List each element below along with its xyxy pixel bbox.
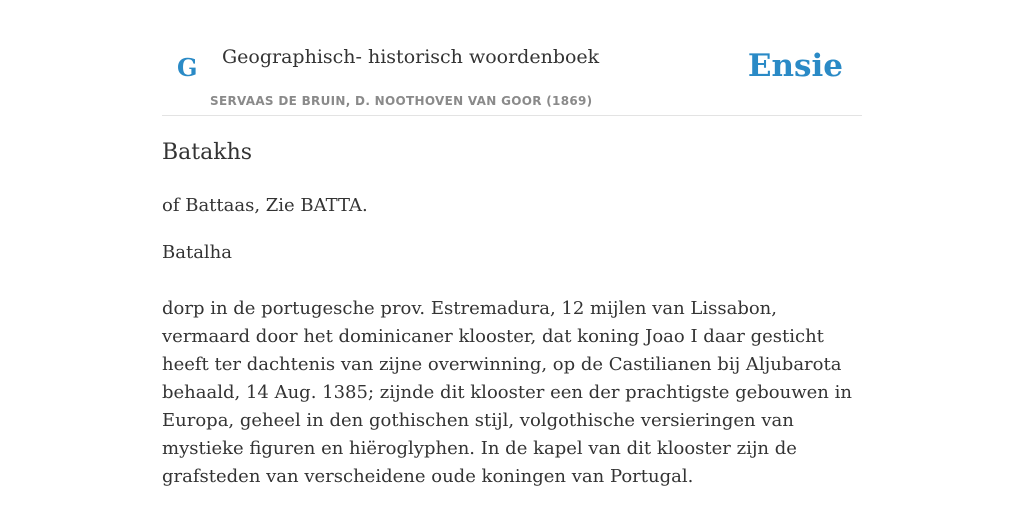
book-title-link[interactable]: Geographisch- historisch woordenboek: [222, 46, 600, 68]
entry-title-batakhs: Batakhs: [162, 140, 253, 165]
page-header: [162, 30, 862, 116]
site-logo[interactable]: Ensie: [747, 48, 843, 84]
entry-text-batalha: dorp in de portugesche prov. Estremadura, 12 mijlen van Lissabon, vermaard door het dominicaner klooster, dat koning Joao I daar gesticht heeft ter dachtenis van zijne overwinning, op de Castilianen bij Aljubarota behaald, 14 Aug. 1385; zijnde dit klooster een der prachtigste gebouwen in Europa, geheel in den gothischen stijl, volgothische versieringen van mystieke figuren en hiëroglyphen. In de kapel van dit klooster zijn de grafsteden van verscheidene oude koningen van Portugal.: [162, 298, 852, 487]
entry-title-batalha: Batalha: [162, 242, 233, 263]
book-logo-letter[interactable]: G: [177, 53, 198, 82]
entry-text-batakhs: of Battaas, Zie BATTA.: [162, 195, 368, 216]
book-authors: SERVAAS DE BRUIN, D. NOOTHOVEN VAN GOOR (1869): [210, 94, 593, 108]
